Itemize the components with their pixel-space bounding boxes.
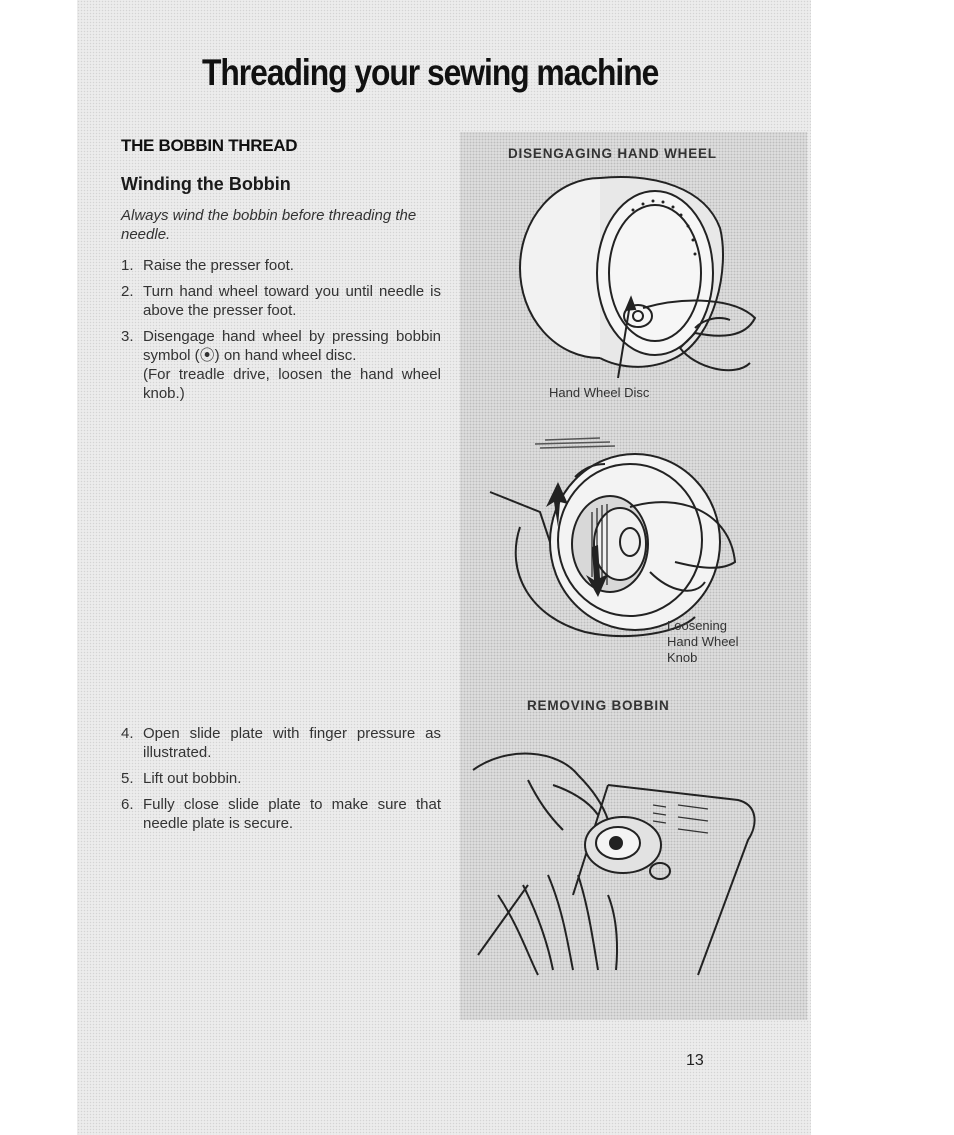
step-note: (For treadle drive, loosen the hand wheel knob.): [143, 366, 441, 402]
step-number: 1.: [121, 257, 134, 274]
label-line: Loosening: [667, 618, 727, 633]
list-item: [121, 769, 441, 788]
list-item: [121, 282, 441, 320]
step-text: Fully close slide plate to make sure that needle plate is secure.: [143, 796, 441, 832]
loosening-knob-label: [667, 618, 739, 666]
label-line: Hand Wheel: [667, 634, 739, 649]
figure-heading-removing: REMOVING BOBBIN: [527, 698, 670, 713]
label-line: Knob: [667, 650, 698, 665]
step-number: 5.: [121, 770, 134, 787]
subsection-heading: Winding the Bobbin: [121, 174, 291, 194]
intro-note: Always wind the bobbin before threading the needle.: [121, 207, 417, 243]
list-item: [121, 724, 441, 762]
step-text: Disengage hand wheel by pressing bobbin symbol (⦿) on hand wheel disc.: [143, 328, 441, 364]
hand-wheel-disc-label: Hand Wheel Disc: [549, 385, 650, 400]
removing-bobbin-illustration: [468, 745, 788, 985]
list-item: [121, 256, 441, 275]
list-item: [121, 327, 441, 403]
step-text: Lift out bobbin.: [143, 770, 242, 787]
page-title: Threading your sewing machine: [202, 52, 659, 93]
step-number: 3.: [121, 328, 134, 345]
hand-wheel-disc-illustration: [505, 168, 805, 388]
page-number: 13: [686, 1052, 704, 1069]
step-number: 4.: [121, 725, 134, 742]
steps-list-part1: [121, 256, 441, 410]
step-number: 6.: [121, 796, 134, 813]
step-text: Open slide plate with finger pressure as illustrated.: [143, 725, 441, 761]
steps-list-part2: [121, 724, 441, 840]
step-number: 2.: [121, 283, 134, 300]
list-item: [121, 795, 441, 833]
step-text: Raise the presser foot.: [143, 257, 294, 274]
step-text: Turn hand wheel toward you until needle is above the presser foot.: [143, 283, 441, 319]
section-heading: THE BOBBIN THREAD: [121, 136, 298, 155]
figure-heading-disengaging: DISENGAGING HAND WHEEL: [508, 146, 717, 161]
hand-wheel-knob-illustration: [480, 432, 800, 642]
